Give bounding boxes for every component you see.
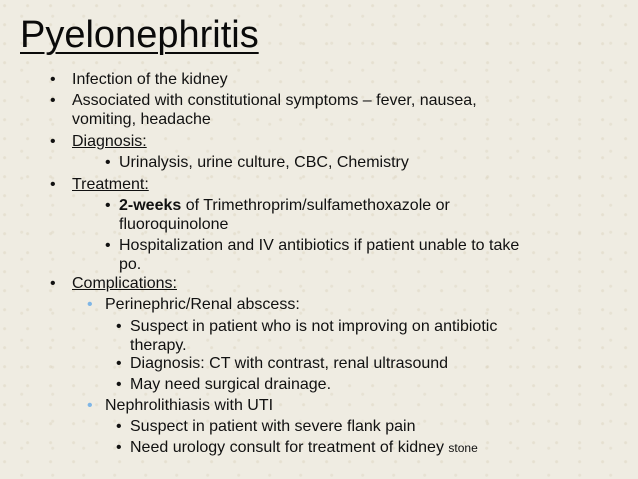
bullet-abscess-1 — [116, 317, 498, 336]
bullet-abscess-1-cont — [130, 336, 187, 355]
bullet-nephrolithiasis — [87, 396, 274, 415]
bullet-text: Need urology consult for treatment of kidney — [130, 439, 449, 456]
bullet-treatment-1 — [105, 196, 450, 215]
bullet-abscess-3 — [116, 375, 332, 394]
bullet-abscess-2 — [116, 354, 449, 373]
bullet-treatment-2 — [105, 236, 520, 255]
bullet-icon: • — [105, 197, 111, 214]
bullet-infection — [50, 70, 228, 89]
bullet-text-small: stone — [448, 441, 478, 455]
treatment-heading: Treatment: — [72, 176, 149, 193]
bullet-text: vomiting, headache — [72, 111, 211, 128]
treatment-duration: 2-weeks — [119, 197, 182, 214]
bullet-icon: • — [50, 176, 56, 193]
diagnosis-heading: Diagnosis: — [72, 133, 147, 150]
bullet-icon: • — [50, 133, 56, 150]
bullet-diagnosis — [50, 132, 147, 151]
bullet-icon: • — [116, 318, 122, 335]
bullet-diagnosis-detail — [105, 153, 409, 172]
bullet-icon: • — [50, 92, 56, 109]
bullet-treatment-2-cont — [119, 255, 141, 274]
bullet-treatment — [50, 175, 149, 194]
bullet-icon: • — [105, 154, 111, 171]
bullet-complications — [50, 274, 177, 293]
bullet-abscess — [87, 295, 300, 314]
bullet-text: May need surgical drainage. — [130, 376, 332, 393]
bullet-text: Urinalysis, urine culture, CBC, Chemistry — [119, 154, 409, 171]
bullet-nephro-2 — [116, 438, 478, 458]
bullet-text: Nephrolithiasis with UTI — [105, 397, 274, 414]
bullet-text: of Trimethroprim/sulfamethoxazole or — [181, 197, 450, 214]
bullet-text: Associated with constitutional symptoms – fever, nausea, — [72, 92, 477, 109]
bullet-associated — [50, 91, 477, 110]
bullet-icon: • — [50, 71, 56, 88]
bullet-icon: • — [116, 376, 122, 393]
bullet-text: Diagnosis: CT with contrast, renal ultrasound — [130, 355, 449, 372]
slide-title: Pyelonephritis — [20, 14, 259, 56]
bullet-icon: • — [87, 397, 93, 414]
bullet-text: Hospitalization and IV antibiotics if patient unable to take — [119, 237, 520, 254]
bullet-icon: • — [116, 439, 122, 456]
bullet-text: po. — [119, 256, 142, 273]
bullet-nephro-1 — [116, 417, 416, 436]
bullet-text: Perinephric/Renal abscess: — [105, 296, 300, 313]
bullet-associated-cont — [72, 110, 211, 129]
bullet-treatment-1-cont — [119, 215, 228, 234]
bullet-icon: • — [116, 418, 122, 435]
bullet-text: Suspect in patient with severe flank pain — [130, 418, 416, 435]
bullet-text: Infection of the kidney — [72, 71, 228, 88]
bullet-icon: • — [105, 237, 111, 254]
bullet-text: therapy. — [130, 337, 187, 354]
bullet-icon: • — [50, 275, 56, 292]
bullet-icon: • — [87, 296, 93, 313]
bullet-text: fluoroquinolone — [119, 216, 229, 233]
bullet-icon: • — [116, 355, 122, 372]
bullet-text: Suspect in patient who is not improving on antibiotic — [130, 318, 498, 335]
complications-heading: Complications: — [72, 275, 177, 292]
